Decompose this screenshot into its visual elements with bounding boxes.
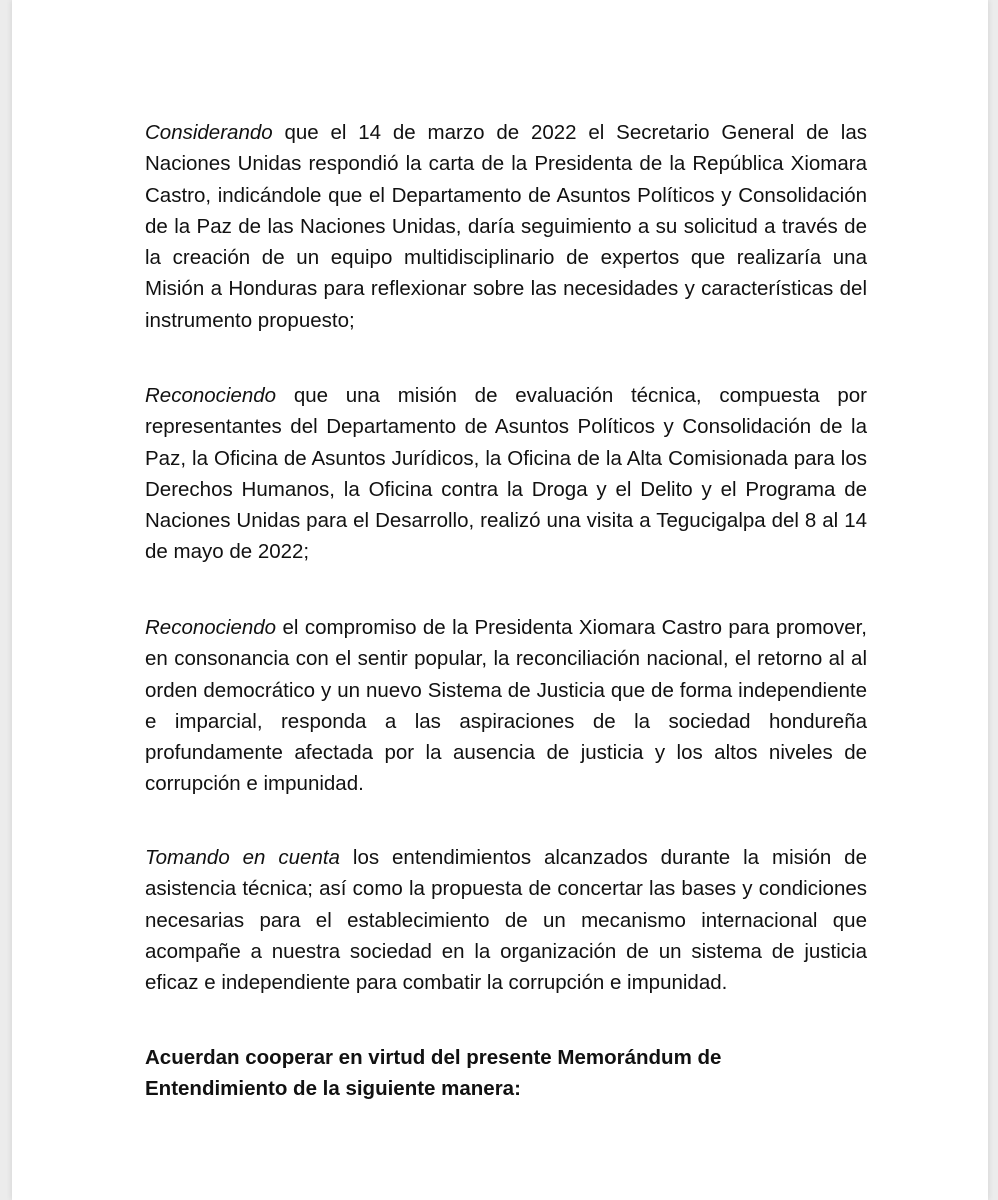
document-page — [12, 0, 988, 1200]
paragraph-tomando-en-cuenta — [145, 842, 867, 998]
paragraph-body-text: que el 14 de marzo de 2022 el Secretario General de las Naciones Unidas respondió la carta de la Presidenta de la República Xiomara Castro, indicándole que el Departamento de Asuntos Políticos y Consolidación de la Paz de las Naciones Unidas, daría seguimiento a su solicitud a través de la creación de un equipo multidisciplinario de expertos que realizaría una Misión a Honduras para reflexionar sobre las necesidades y características del instrumento propuesto; — [145, 121, 867, 332]
paragraph-lead-word: Reconociendo — [145, 384, 277, 407]
paragraph-reconociendo-compromiso — [145, 612, 867, 800]
paragraph-lead-word: Considerando — [145, 121, 273, 144]
paragraph-body-text: el compromiso de la Presidenta Xiomara Castro para promover, en consonancia con el sentir popular, la reconciliación nacional, el retorno al al orden democrático y un nuevo Sistema de Justicia que de forma independiente e imparcial, responda a las aspiraciones de la sociedad hondureña profundamente afectada por la ausencia de justicia y los altos niveles de corrupción e impunidad. — [145, 616, 867, 796]
paragraph-body-text: los entendimientos alcanzados durante la misión de asistencia técnica; así como la propuesta de concertar las bases y condiciones necesarias para el establecimiento de un mecanismo internacional que acompañe a nuestra sociedad en la organización de un sistema de justicia eficaz e independiente para combatir la corrupción e impunidad. — [145, 846, 867, 995]
paragraph-lead-word: Reconociendo — [145, 616, 277, 639]
paragraph-lead-word: Tomando en cuenta — [145, 846, 340, 869]
paragraph-reconociendo-mision — [145, 380, 867, 568]
paragraph-body-text: que una misión de evaluación técnica, compuesta por representantes del Departamento de Asuntos Políticos y Consolidación de la Paz, la Oficina de Asuntos Jurídicos, la Oficina de la Alta Comisionada para los Derechos Humanos, la Oficina contra la Droga y el Delito y el Programa de Naciones Unidas para el Desarrollo, realizó una visita a Tegucigalpa del 8 al 14 de mayo de 2022; — [145, 384, 867, 564]
paragraph-considerando — [145, 117, 867, 336]
closing-statement: Acuerdan cooperar en virtud del presente Memorándum de Entendimiento de la siguiente manera: — [145, 1046, 722, 1101]
